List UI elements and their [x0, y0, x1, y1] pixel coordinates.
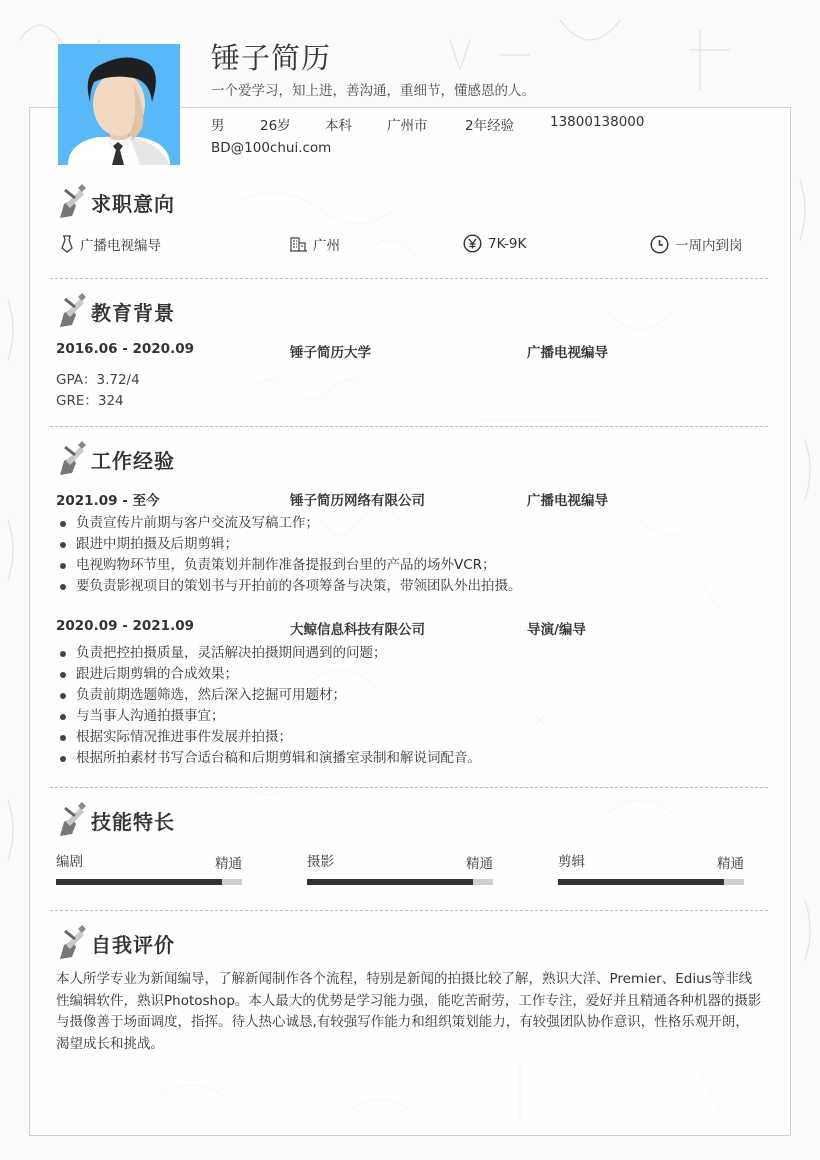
- info-phone: 13800138000: [550, 114, 645, 130]
- list-item: 负责宣传片前期与客户交流及写稿工作；: [58, 513, 522, 534]
- job-period: 2020.09 - 2021.09: [56, 618, 194, 634]
- job-role: 导演/编导: [527, 622, 586, 638]
- section-title: 工作经验: [91, 448, 175, 473]
- skill-progress-bar: [558, 879, 744, 885]
- clock-icon: [650, 235, 669, 254]
- yen-icon: [463, 234, 482, 253]
- info-city: 广州市: [387, 118, 428, 134]
- skill-progress-fill: [56, 879, 222, 885]
- tie-icon: [60, 235, 74, 253]
- avatar-man-icon: [58, 44, 180, 165]
- list-item: 与当事人沟通拍摄事宜；: [58, 706, 481, 727]
- section-header-work: [56, 441, 175, 477]
- list-item: 跟进中期拍摄及后期剪辑；: [58, 534, 522, 555]
- section-title: 教育背景: [91, 300, 175, 325]
- candidate-motto: 一个爱学习，知上进，善沟通，重细节，懂感恩的人。: [211, 83, 535, 99]
- job-role: 广播电视编导: [527, 493, 608, 509]
- intent-city: [290, 234, 340, 254]
- education-major: 广播电视编导: [527, 345, 608, 361]
- list-item: 跟进后期剪辑的合成效果；: [58, 664, 481, 685]
- intent-availability: [650, 234, 743, 254]
- info-age: 26岁: [260, 118, 291, 134]
- skill-level: 精通: [717, 856, 744, 872]
- skill-name: 编剧: [56, 854, 83, 870]
- info-experience: 2年经验: [465, 118, 515, 134]
- skill-level: 精通: [466, 856, 493, 872]
- skill-name: 剪辑: [558, 854, 585, 870]
- education-school: 锤子简历大学: [290, 345, 371, 361]
- section-title: 求职意向: [91, 191, 175, 216]
- section-divider: [50, 426, 768, 427]
- section-title: 自我评价: [91, 932, 175, 957]
- pen-icon: [56, 925, 88, 961]
- section-divider: [50, 910, 768, 911]
- education-period: 2016.06 - 2020.09: [56, 341, 194, 357]
- section-divider: [50, 278, 768, 279]
- building-icon: [290, 236, 307, 252]
- intent-availability-value: 一周内到岗: [675, 238, 743, 254]
- section-header-self-eval: [56, 925, 175, 961]
- list-item: 电视购物环节里，负责策划并制作准备提报到台里的产品的场外VCR；: [58, 555, 522, 576]
- skill-name: 摄影: [307, 854, 334, 870]
- education-gre: GRE：324: [56, 393, 124, 409]
- skill-progress-bar: [307, 879, 493, 885]
- list-item: 负责把控拍摄质量，灵活解决拍摄期间遇到的问题；: [58, 643, 481, 664]
- info-degree: 本科: [325, 118, 352, 134]
- intent-city-value: 广州: [313, 238, 340, 254]
- job-company: 大鲸信息科技有限公司: [290, 622, 425, 638]
- info-gender: 男: [211, 118, 225, 134]
- intent-salary-value: 7K-9K: [488, 235, 527, 252]
- section-header-education: [56, 293, 175, 329]
- skill-progress-bar: [56, 879, 242, 885]
- candidate-name: 锤子简历: [211, 41, 332, 75]
- pen-icon: [56, 802, 88, 838]
- skill-progress-fill: [307, 879, 473, 885]
- job-company: 锤子简历网络有限公司: [290, 493, 425, 509]
- education-gpa: GPA：3.72/4: [56, 372, 140, 388]
- pen-icon: [56, 441, 88, 477]
- job-duties: [58, 643, 481, 769]
- skill-progress-fill: [558, 879, 724, 885]
- pen-icon: [56, 293, 88, 329]
- pen-icon: [56, 184, 88, 220]
- basic-info-row: [211, 114, 644, 134]
- intent-position-value: 广播电视编导: [80, 238, 161, 254]
- section-header-intent: [56, 184, 175, 220]
- list-item: 负责前期选题筛选，然后深入挖掘可用题材；: [58, 685, 481, 706]
- section-divider: [50, 787, 768, 788]
- info-email: BD@100chui.com: [211, 140, 332, 156]
- self-evaluation-text: 本人所学专业为新闻编导，了解新闻制作各个流程，特别是新闻的拍摄比较了解，熟识大洋、Premier、Edius等非线性编辑软件，熟识Photoshop。本人最大的优势是学习能力强，能吃苦耐劳，工作专注，爱好并且精通各种机器的摄影与摄像善于场面调度，指挥。待人热心诚恳,有较强写作能力和组织策划能力，有较强团队协作意识，性格乐观开朗，渴望成长和挑战。: [56, 971, 762, 1052]
- intent-position: [60, 234, 161, 254]
- skill-level: 精通: [215, 856, 242, 872]
- avatar: [58, 44, 180, 165]
- job-period: 2021.09 - 至今: [56, 493, 160, 509]
- section-title: 技能特长: [91, 809, 175, 834]
- intent-salary: [463, 234, 526, 253]
- list-item: 要负责影视项目的策划书与开拍前的各项筹备与决策，带领团队外出拍摄。: [58, 576, 522, 597]
- list-item: 根据实际情况推进事件发展并拍摄；: [58, 727, 481, 748]
- list-item: 根据所拍素材书写合适台稿和后期剪辑和演播室录制和解说词配音。: [58, 748, 481, 769]
- job-duties: [58, 513, 522, 597]
- section-header-skills: [56, 802, 175, 838]
